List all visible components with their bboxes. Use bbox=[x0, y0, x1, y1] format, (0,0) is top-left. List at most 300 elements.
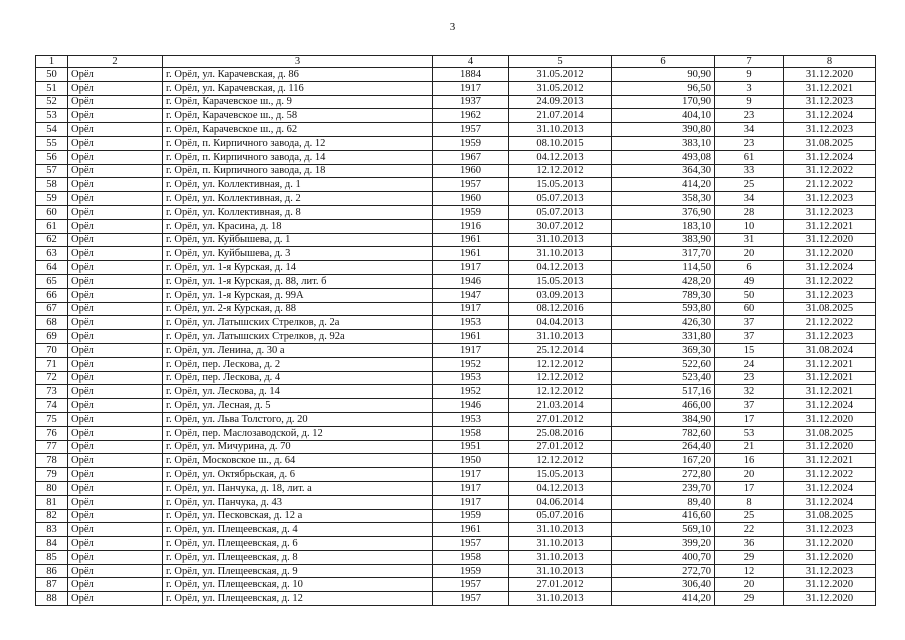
table-cell: 1946 bbox=[433, 399, 509, 413]
table-cell: 364,30 bbox=[612, 164, 715, 178]
table-cell: 1917 bbox=[433, 302, 509, 316]
table-cell: 70 bbox=[36, 343, 68, 357]
table-cell: 31.12.2020 bbox=[784, 68, 876, 82]
table-cell: 31.10.2013 bbox=[509, 247, 612, 261]
table-cell: 31.12.2020 bbox=[784, 233, 876, 247]
header-row bbox=[36, 56, 876, 68]
table-cell: 60 bbox=[36, 205, 68, 219]
table-cell: Орёл bbox=[68, 109, 163, 123]
table-cell: 31.08.2025 bbox=[784, 302, 876, 316]
table-cell: 1947 bbox=[433, 288, 509, 302]
table-cell: г. Орёл, ул. Плещеевская, д. 12 bbox=[163, 592, 433, 606]
table-cell: 29 bbox=[715, 592, 784, 606]
table-cell: 96,50 bbox=[612, 81, 715, 95]
table-cell: г. Орёл, ул. Ленина, д. 30 а bbox=[163, 343, 433, 357]
table-row bbox=[36, 454, 876, 468]
table-cell: г. Орёл, Карачевское ш., д. 9 bbox=[163, 95, 433, 109]
table-cell: 50 bbox=[36, 68, 68, 82]
table-row bbox=[36, 219, 876, 233]
table-cell: Орёл bbox=[68, 426, 163, 440]
table-cell: 239,70 bbox=[612, 481, 715, 495]
table-cell: Орёл bbox=[68, 357, 163, 371]
table-cell: 12.12.2012 bbox=[509, 164, 612, 178]
table-cell: 1957 bbox=[433, 178, 509, 192]
table-cell: 66 bbox=[36, 288, 68, 302]
table-row bbox=[36, 578, 876, 592]
table-cell: 1917 bbox=[433, 343, 509, 357]
table-cell: 1959 bbox=[433, 509, 509, 523]
table-cell: Орёл bbox=[68, 192, 163, 206]
table-cell: Орёл bbox=[68, 150, 163, 164]
table-row bbox=[36, 150, 876, 164]
table-cell: г. Орёл, ул. Латышских Стрелков, д. 2а bbox=[163, 316, 433, 330]
table-cell: 272,70 bbox=[612, 564, 715, 578]
table-cell: 466,00 bbox=[612, 399, 715, 413]
table-cell: г. Орёл, ул. Плещеевская, д. 8 bbox=[163, 550, 433, 564]
table-row bbox=[36, 316, 876, 330]
housing-table bbox=[35, 55, 876, 606]
table-cell: Орёл bbox=[68, 95, 163, 109]
table-cell: г. Орёл, ул. Коллективная, д. 1 bbox=[163, 178, 433, 192]
table-cell: Орёл bbox=[68, 219, 163, 233]
table-cell: 400,70 bbox=[612, 550, 715, 564]
table-cell: 74 bbox=[36, 399, 68, 413]
table-cell: Орёл bbox=[68, 385, 163, 399]
table-cell: 31.12.2023 bbox=[784, 523, 876, 537]
table-cell: 31.12.2021 bbox=[784, 454, 876, 468]
table-cell: 89,40 bbox=[612, 495, 715, 509]
table-row bbox=[36, 468, 876, 482]
table-cell: г. Орёл, ул. Красина, д. 18 bbox=[163, 219, 433, 233]
table-cell: 1959 bbox=[433, 564, 509, 578]
table-cell: 1957 bbox=[433, 123, 509, 137]
table-cell: г. Орёл, ул. Плещеевская, д. 6 bbox=[163, 537, 433, 551]
table-cell: 65 bbox=[36, 274, 68, 288]
table-cell: 31.12.2020 bbox=[784, 592, 876, 606]
table-row bbox=[36, 178, 876, 192]
table-cell: 28 bbox=[715, 205, 784, 219]
table-cell: 59 bbox=[36, 192, 68, 206]
table-cell: 31.12.2022 bbox=[784, 274, 876, 288]
table-cell: 37 bbox=[715, 330, 784, 344]
table-cell: г. Орёл, Карачевское ш., д. 62 bbox=[163, 123, 433, 137]
table-cell: 72 bbox=[36, 371, 68, 385]
table-cell: 37 bbox=[715, 399, 784, 413]
table-cell: 569,10 bbox=[612, 523, 715, 537]
table-cell: 376,90 bbox=[612, 205, 715, 219]
table-cell: 04.12.2013 bbox=[509, 481, 612, 495]
table-cell: 404,10 bbox=[612, 109, 715, 123]
table-cell: 61 bbox=[36, 219, 68, 233]
table-cell: Орёл bbox=[68, 412, 163, 426]
table-cell: 34 bbox=[715, 192, 784, 206]
table-cell: 49 bbox=[715, 274, 784, 288]
table-cell: Орёл bbox=[68, 495, 163, 509]
table-cell: 23 bbox=[715, 136, 784, 150]
table-cell: Орёл bbox=[68, 371, 163, 385]
table-row bbox=[36, 440, 876, 454]
table-row bbox=[36, 302, 876, 316]
column-header-1: 1 bbox=[36, 56, 68, 68]
table-cell: 264,40 bbox=[612, 440, 715, 454]
table-row bbox=[36, 261, 876, 275]
table-cell: г. Орёл, п. Кирпичного завода, д. 12 bbox=[163, 136, 433, 150]
table-cell: 05.07.2013 bbox=[509, 192, 612, 206]
table-cell: 31.08.2024 bbox=[784, 343, 876, 357]
table-cell: 85 bbox=[36, 550, 68, 564]
table-cell: 31.12.2021 bbox=[784, 357, 876, 371]
table-cell: 1957 bbox=[433, 537, 509, 551]
table-row bbox=[36, 247, 876, 261]
table-cell: г. Орёл, Московское ш., д. 64 bbox=[163, 454, 433, 468]
table-cell: 87 bbox=[36, 578, 68, 592]
table-cell: 31.12.2020 bbox=[784, 537, 876, 551]
table-cell: г. Орёл, ул. Панчука, д. 43 bbox=[163, 495, 433, 509]
table-cell: 31.08.2025 bbox=[784, 136, 876, 150]
table-cell: 31.12.2020 bbox=[784, 440, 876, 454]
table-cell: 54 bbox=[36, 123, 68, 137]
table-cell: 6 bbox=[715, 261, 784, 275]
table-cell: 30.07.2012 bbox=[509, 219, 612, 233]
table-cell: 24.09.2013 bbox=[509, 95, 612, 109]
table-cell: г. Орёл, ул. 1-я Курская, д. 99А bbox=[163, 288, 433, 302]
table-cell: Орёл bbox=[68, 261, 163, 275]
table-cell: 20 bbox=[715, 247, 784, 261]
table-cell: Орёл bbox=[68, 523, 163, 537]
table-cell: 12.12.2012 bbox=[509, 385, 612, 399]
table-row bbox=[36, 68, 876, 82]
table-cell: 390,80 bbox=[612, 123, 715, 137]
table-cell: Орёл bbox=[68, 205, 163, 219]
table-cell: 426,30 bbox=[612, 316, 715, 330]
table-cell: г. Орёл, п. Кирпичного завода, д. 14 bbox=[163, 150, 433, 164]
table-row bbox=[36, 564, 876, 578]
table-cell: Орёл bbox=[68, 564, 163, 578]
table-cell: г. Орёл, ул. Коллективная, д. 2 bbox=[163, 192, 433, 206]
table-cell: 31.10.2013 bbox=[509, 330, 612, 344]
table-cell: 31.12.2021 bbox=[784, 219, 876, 233]
table-cell: г. Орёл, п. Кирпичного завода, д. 18 bbox=[163, 164, 433, 178]
table-cell: г. Орёл, ул. Латышских Стрелков, д. 92а bbox=[163, 330, 433, 344]
table-cell: г. Орёл, Карачевское ш., д. 58 bbox=[163, 109, 433, 123]
table-cell: 16 bbox=[715, 454, 784, 468]
table-cell: г. Орёл, ул. 1-я Курская, д. 14 bbox=[163, 261, 433, 275]
table-row bbox=[36, 481, 876, 495]
table-row bbox=[36, 385, 876, 399]
table-cell: 31.12.2023 bbox=[784, 95, 876, 109]
table-cell: 31.12.2023 bbox=[784, 205, 876, 219]
table-cell: 1917 bbox=[433, 481, 509, 495]
table-cell: 77 bbox=[36, 440, 68, 454]
table-cell: Орёл bbox=[68, 578, 163, 592]
table-row bbox=[36, 399, 876, 413]
column-header-6: 6 bbox=[612, 56, 715, 68]
table-cell: 76 bbox=[36, 426, 68, 440]
table-cell: 21 bbox=[715, 440, 784, 454]
table-cell: 62 bbox=[36, 233, 68, 247]
table-cell: 331,80 bbox=[612, 330, 715, 344]
table-cell: 523,40 bbox=[612, 371, 715, 385]
table-cell: 1959 bbox=[433, 136, 509, 150]
table-cell: г. Орёл, ул. Мичурина, д. 70 bbox=[163, 440, 433, 454]
table-cell: 12.12.2012 bbox=[509, 371, 612, 385]
table-cell: 63 bbox=[36, 247, 68, 261]
table-cell: 25 bbox=[715, 509, 784, 523]
table-cell: 1953 bbox=[433, 316, 509, 330]
table-cell: 31.12.2022 bbox=[784, 468, 876, 482]
table-cell: 79 bbox=[36, 468, 68, 482]
table-cell: 05.07.2013 bbox=[509, 205, 612, 219]
table-cell: 12.12.2012 bbox=[509, 454, 612, 468]
table-cell: 31.10.2013 bbox=[509, 550, 612, 564]
table-cell: 15.05.2013 bbox=[509, 274, 612, 288]
table-cell: 8 bbox=[715, 495, 784, 509]
table-cell: 15.05.2013 bbox=[509, 178, 612, 192]
table-cell: Орёл bbox=[68, 330, 163, 344]
table-cell: 31.10.2013 bbox=[509, 523, 612, 537]
table-cell: 3 bbox=[715, 81, 784, 95]
table-cell: 31.10.2013 bbox=[509, 233, 612, 247]
table-cell: 75 bbox=[36, 412, 68, 426]
table-cell: 317,70 bbox=[612, 247, 715, 261]
table-cell: 1937 bbox=[433, 95, 509, 109]
table-cell: 593,80 bbox=[612, 302, 715, 316]
column-header-4: 4 bbox=[433, 56, 509, 68]
table-cell: 21.03.2014 bbox=[509, 399, 612, 413]
table-row bbox=[36, 109, 876, 123]
table-row bbox=[36, 330, 876, 344]
table-cell: 9 bbox=[715, 68, 784, 82]
table-row bbox=[36, 537, 876, 551]
table-cell: Орёл bbox=[68, 399, 163, 413]
table-cell: 31.05.2012 bbox=[509, 81, 612, 95]
table-cell: 31.12.2024 bbox=[784, 399, 876, 413]
table-cell: 58 bbox=[36, 178, 68, 192]
table-cell: 31.12.2023 bbox=[784, 330, 876, 344]
table-cell: 20 bbox=[715, 468, 784, 482]
table-cell: 1962 bbox=[433, 109, 509, 123]
table-cell: 1953 bbox=[433, 412, 509, 426]
table-cell: Орёл bbox=[68, 274, 163, 288]
table-cell: 414,20 bbox=[612, 178, 715, 192]
table-cell: 358,30 bbox=[612, 192, 715, 206]
table-cell: 522,60 bbox=[612, 357, 715, 371]
table-cell: Орёл bbox=[68, 509, 163, 523]
table-cell: 53 bbox=[36, 109, 68, 123]
table-cell: Орёл bbox=[68, 454, 163, 468]
table-cell: г. Орёл, ул. Плещеевская, д. 10 bbox=[163, 578, 433, 592]
table-cell: г. Орёл, ул. Октябрьская, д. 6 bbox=[163, 468, 433, 482]
table-cell: 83 bbox=[36, 523, 68, 537]
table-cell: 31.12.2020 bbox=[784, 578, 876, 592]
table-row bbox=[36, 288, 876, 302]
table-row bbox=[36, 95, 876, 109]
table-cell: 1957 bbox=[433, 592, 509, 606]
table-cell: 32 bbox=[715, 385, 784, 399]
table-cell: 31.12.2020 bbox=[784, 412, 876, 426]
table-cell: г. Орёл, ул. Карачевская, д. 86 bbox=[163, 68, 433, 82]
table-cell: 21.12.2022 bbox=[784, 316, 876, 330]
table-cell: 10 bbox=[715, 219, 784, 233]
table-cell: 31.12.2024 bbox=[784, 495, 876, 509]
table-cell: Орёл bbox=[68, 136, 163, 150]
table-cell: 31.10.2013 bbox=[509, 537, 612, 551]
table-cell: 12 bbox=[715, 564, 784, 578]
table-cell: Орёл bbox=[68, 302, 163, 316]
table-cell: Орёл bbox=[68, 550, 163, 564]
column-header-5: 5 bbox=[509, 56, 612, 68]
table-cell: 31.10.2013 bbox=[509, 123, 612, 137]
table-cell: Орёл bbox=[68, 440, 163, 454]
table-cell: 69 bbox=[36, 330, 68, 344]
table-cell: Орёл bbox=[68, 178, 163, 192]
table-cell: 1960 bbox=[433, 164, 509, 178]
table-cell: 20 bbox=[715, 578, 784, 592]
table-cell: 23 bbox=[715, 371, 784, 385]
table-cell: 31.08.2025 bbox=[784, 426, 876, 440]
table-cell: 1967 bbox=[433, 150, 509, 164]
table-cell: 1951 bbox=[433, 440, 509, 454]
table-row bbox=[36, 123, 876, 137]
table-cell: 31.12.2023 bbox=[784, 564, 876, 578]
table-row bbox=[36, 412, 876, 426]
table-cell: 9 bbox=[715, 95, 784, 109]
table-cell: 306,40 bbox=[612, 578, 715, 592]
table-cell: 517,16 bbox=[612, 385, 715, 399]
table-cell: 04.04.2013 bbox=[509, 316, 612, 330]
table-row bbox=[36, 205, 876, 219]
table-cell: г. Орёл, ул. Песковская, д. 12 а bbox=[163, 509, 433, 523]
table-cell: 1917 bbox=[433, 261, 509, 275]
table-cell: 17 bbox=[715, 481, 784, 495]
table-row bbox=[36, 343, 876, 357]
table-cell: 31.12.2022 bbox=[784, 164, 876, 178]
table-cell: 68 bbox=[36, 316, 68, 330]
table-cell: 04.06.2014 bbox=[509, 495, 612, 509]
table-cell: 36 bbox=[715, 537, 784, 551]
table-cell: 1960 bbox=[433, 192, 509, 206]
table-cell: 08.10.2015 bbox=[509, 136, 612, 150]
table-cell: 80 bbox=[36, 481, 68, 495]
table-cell: 31.05.2012 bbox=[509, 68, 612, 82]
table-cell: 1950 bbox=[433, 454, 509, 468]
table-cell: 31.12.2023 bbox=[784, 288, 876, 302]
table-cell: Орёл bbox=[68, 164, 163, 178]
table-cell: Орёл bbox=[68, 81, 163, 95]
table-cell: 33 bbox=[715, 164, 784, 178]
table-cell: 90,90 bbox=[612, 68, 715, 82]
table-cell: 1917 bbox=[433, 81, 509, 95]
table-cell: 52 bbox=[36, 95, 68, 109]
table-cell: 60 bbox=[715, 302, 784, 316]
table-cell: 1952 bbox=[433, 385, 509, 399]
table-cell: 82 bbox=[36, 509, 68, 523]
table-cell: 84 bbox=[36, 537, 68, 551]
table-cell: г. Орёл, ул. Льва Толстого, д. 20 bbox=[163, 412, 433, 426]
table-cell: г. Орёл, пер. Лескова, д. 4 bbox=[163, 371, 433, 385]
table-cell: 416,60 bbox=[612, 509, 715, 523]
table-cell: 04.12.2013 bbox=[509, 261, 612, 275]
table-row bbox=[36, 136, 876, 150]
table-cell: 37 bbox=[715, 316, 784, 330]
table-cell: 50 bbox=[715, 288, 784, 302]
table-cell: 31.12.2024 bbox=[784, 261, 876, 275]
table-cell: 31 bbox=[715, 233, 784, 247]
table-cell: 170,90 bbox=[612, 95, 715, 109]
table-cell: 27.01.2012 bbox=[509, 440, 612, 454]
table-cell: 21.12.2022 bbox=[784, 178, 876, 192]
table-cell: 1916 bbox=[433, 219, 509, 233]
table-cell: 1961 bbox=[433, 523, 509, 537]
table-cell: 31.12.2023 bbox=[784, 192, 876, 206]
table-cell: 31.12.2024 bbox=[784, 109, 876, 123]
table-cell: 1958 bbox=[433, 426, 509, 440]
table-cell: 1961 bbox=[433, 247, 509, 261]
table-row bbox=[36, 357, 876, 371]
column-header-7: 7 bbox=[715, 56, 784, 68]
table-cell: 1946 bbox=[433, 274, 509, 288]
table-cell: 1884 bbox=[433, 68, 509, 82]
table-cell: 31.12.2024 bbox=[784, 481, 876, 495]
table-row bbox=[36, 426, 876, 440]
table-cell: 369,30 bbox=[612, 343, 715, 357]
table-cell: 493,08 bbox=[612, 150, 715, 164]
table-cell: 31.12.2021 bbox=[784, 371, 876, 385]
table-cell: 15.05.2013 bbox=[509, 468, 612, 482]
table-cell: Орёл bbox=[68, 68, 163, 82]
table-cell: 1917 bbox=[433, 468, 509, 482]
table-cell: Орёл bbox=[68, 468, 163, 482]
table-cell: 789,30 bbox=[612, 288, 715, 302]
table-cell: 31.12.2020 bbox=[784, 550, 876, 564]
table-cell: 78 bbox=[36, 454, 68, 468]
table-cell: 399,20 bbox=[612, 537, 715, 551]
table-cell: 1957 bbox=[433, 578, 509, 592]
table-cell: 167,20 bbox=[612, 454, 715, 468]
table-cell: 1952 bbox=[433, 357, 509, 371]
table-cell: 1959 bbox=[433, 205, 509, 219]
table-cell: 67 bbox=[36, 302, 68, 316]
table-row bbox=[36, 233, 876, 247]
table-cell: 31.08.2025 bbox=[784, 509, 876, 523]
table-cell: 1917 bbox=[433, 495, 509, 509]
table-cell: 31.12.2021 bbox=[784, 385, 876, 399]
table-cell: г. Орёл, ул. Куйбышева, д. 1 bbox=[163, 233, 433, 247]
table-cell: 25.12.2014 bbox=[509, 343, 612, 357]
column-header-2: 2 bbox=[68, 56, 163, 68]
table-cell: 384,90 bbox=[612, 412, 715, 426]
table-cell: 51 bbox=[36, 81, 68, 95]
table-cell: 383,10 bbox=[612, 136, 715, 150]
table-cell: 15 bbox=[715, 343, 784, 357]
table-cell: 183,10 bbox=[612, 219, 715, 233]
table-cell: Орёл bbox=[68, 481, 163, 495]
table-cell: г. Орёл, ул. Плещеевская, д. 9 bbox=[163, 564, 433, 578]
table-cell: 23 bbox=[715, 109, 784, 123]
table-cell: г. Орёл, ул. 1-я Курская, д. 88, лит. б bbox=[163, 274, 433, 288]
table-cell: 55 bbox=[36, 136, 68, 150]
table-cell: 03.09.2013 bbox=[509, 288, 612, 302]
table-row bbox=[36, 192, 876, 206]
table-cell: Орёл bbox=[68, 343, 163, 357]
table-cell: 31.12.2023 bbox=[784, 123, 876, 137]
table-cell: 56 bbox=[36, 150, 68, 164]
table-cell: г. Орёл, ул. Лесная, д. 5 bbox=[163, 399, 433, 413]
table-cell: 114,50 bbox=[612, 261, 715, 275]
table-cell: г. Орёл, ул. Панчука, д. 18, лит. а bbox=[163, 481, 433, 495]
table-cell: 05.07.2016 bbox=[509, 509, 612, 523]
table-cell: 53 bbox=[715, 426, 784, 440]
